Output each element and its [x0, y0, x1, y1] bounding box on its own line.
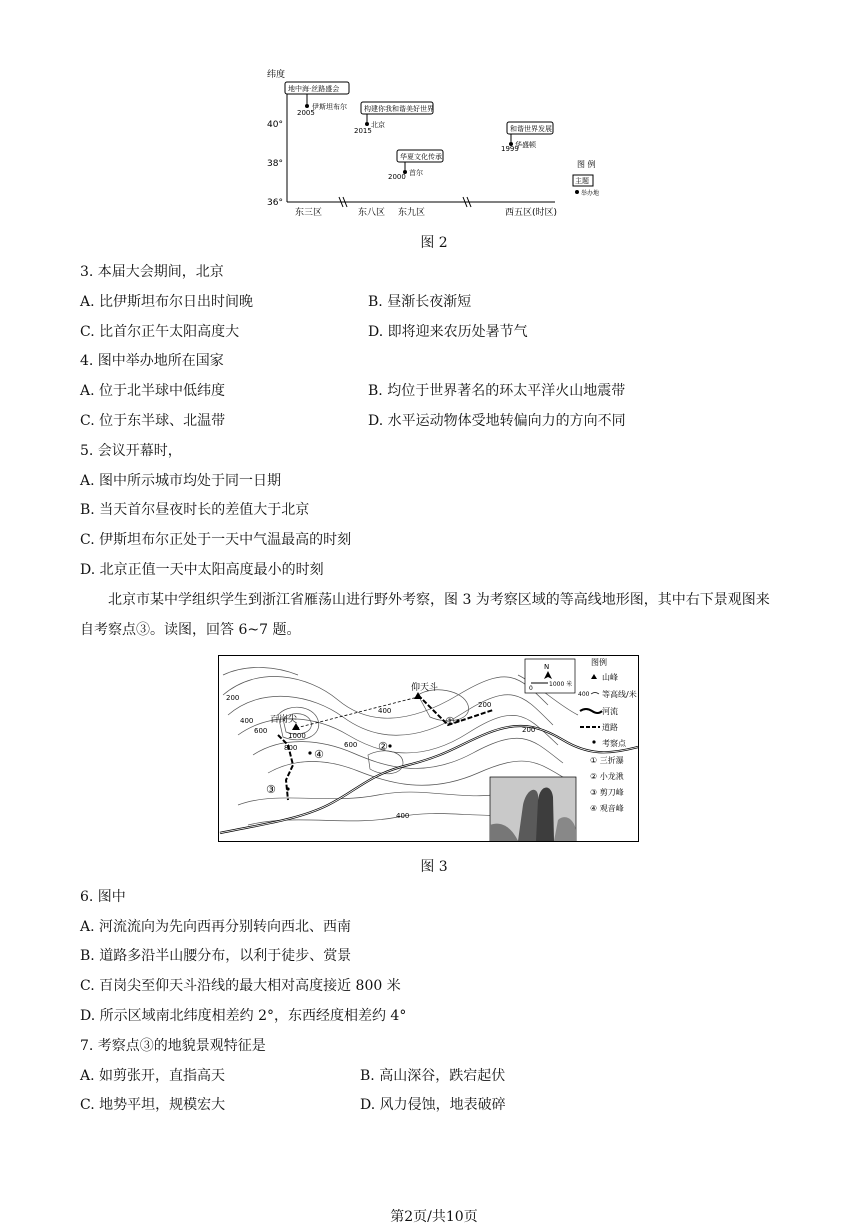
label-beijing: 北京	[371, 121, 385, 129]
legend-box: 主题	[575, 177, 589, 185]
figure-2-latitude-timezone-chart	[255, 62, 600, 222]
q6-option-a[interactable]: A. 河流流向为先向西再分别转向西北、西南	[80, 919, 352, 935]
q6-option-d[interactable]: D. 所示区域南北纬度相差约 2°，东西经度相差约 4°	[80, 1008, 407, 1024]
legend-point: 举办地	[581, 190, 600, 197]
x-tick-east3: 东三区	[295, 208, 323, 218]
point-beijing	[365, 122, 369, 126]
q5-stem: 5. 会议开幕时，	[80, 443, 182, 459]
page-footer: 第2页/共10页	[390, 1209, 478, 1225]
callout-beijing: 构建你我和谐美好世界	[364, 105, 434, 113]
x-tick-east8: 东八区	[358, 208, 386, 218]
callout-istanbul: 地中海·丝路盛会	[288, 85, 340, 93]
legend-title: 图例	[591, 658, 607, 667]
contour-label-200b: 200	[478, 701, 492, 709]
contour-label-200: 200	[226, 694, 240, 702]
x-tick-west5: 西五区(时区)	[505, 208, 558, 218]
q3-option-c[interactable]: C. 比首尔正午太阳高度大	[80, 324, 240, 340]
section-intro: 北京市某中学组织学生到浙江省雁荡山进行野外考察，图 3 为考察区域的等高线地形图，其中右下景观图来自考察点③。读图，回答 6~7 题。	[80, 592, 770, 638]
year-istanbul: 2005	[297, 109, 315, 117]
q3-option-d[interactable]: D. 即将迎来农历处暑节气	[368, 324, 528, 340]
q6-stem: 6. 图中	[80, 889, 126, 905]
year-seoul: 2000	[388, 173, 406, 181]
y-tick-40: 40°	[267, 120, 283, 130]
legend-river: 河流	[602, 707, 618, 716]
label-washington: 华盛顿	[515, 141, 536, 149]
legend-peak: 山峰	[602, 673, 618, 682]
point-4: ④	[314, 748, 324, 761]
label-seoul: 首尔	[409, 169, 423, 177]
figure-3-caption: 图 3	[420, 859, 448, 875]
q7-option-c[interactable]: C. 地势平坦，规模宏大	[80, 1097, 226, 1113]
figure-3-contour-map	[218, 655, 648, 843]
legend-contour-prefix: 400	[578, 691, 590, 698]
q7-option-d[interactable]: D. 风力侵蚀，地表破碎	[360, 1097, 506, 1113]
point-3: ③	[266, 783, 276, 796]
y-axis-label: 纬度	[267, 70, 286, 80]
legend-point: 考察点	[602, 739, 626, 748]
peak-yangtiandou: 仰天斗	[411, 683, 439, 693]
legend-contour: 等高线/米	[602, 690, 637, 699]
y-tick-38: 38°	[267, 159, 283, 169]
q4-option-c[interactable]: C. 位于东半球、北温带	[80, 413, 226, 429]
point-1: ①	[445, 715, 455, 728]
north-arrow: N	[544, 663, 550, 671]
x-tick-east9: 东九区	[398, 208, 426, 218]
q3-option-a[interactable]: A. 比伊斯坦布尔日出时间晚	[80, 294, 254, 310]
q6-option-b[interactable]: B. 道路多沿半山腰分布，以利于徒步、赏景	[80, 948, 352, 964]
contour-label-600b: 600	[344, 741, 358, 749]
legend-road: 道路	[602, 723, 618, 732]
contour-label-600: 600	[254, 727, 268, 735]
point-istanbul	[305, 104, 309, 108]
contour-label-400: 400	[240, 717, 254, 725]
q5-option-d[interactable]: D. 北京正值一天中太阳高度最小的时刻	[80, 562, 324, 578]
label-istanbul: 伊斯坦布尔	[312, 103, 347, 111]
callout-washington: 和谐世界发展	[510, 125, 552, 133]
legend-title: 图 例	[577, 160, 596, 169]
legend-point-4: ④ 观音峰	[590, 804, 624, 813]
q3-option-b[interactable]: B. 昼渐长夜渐短	[368, 294, 472, 310]
scenery-photo	[490, 777, 576, 841]
q4-stem: 4. 图中举办地所在国家	[80, 353, 224, 369]
y-tick-36: 36°	[267, 198, 283, 208]
contour-label-1000: 1000	[288, 732, 306, 740]
legend-point-3: ③ 剪刀峰	[590, 788, 624, 797]
figure-2-caption: 图 2	[420, 235, 448, 251]
contour-label-200c: 200	[522, 726, 536, 734]
contour-label-800: 800	[284, 744, 298, 752]
q5-option-a[interactable]: A. 图中所示城市均处于同一日期	[80, 473, 282, 489]
q7-stem: 7. 考察点③的地貌景观特征是	[80, 1038, 266, 1054]
legend-point-1: ① 三折瀑	[590, 756, 624, 765]
q5-option-c[interactable]: C. 伊斯坦布尔正处于一天中气温最高的时刻	[80, 532, 352, 548]
q5-option-b[interactable]: B. 当天首尔昼夜时长的差值大于北京	[80, 502, 310, 518]
year-beijing: 2015	[354, 127, 372, 135]
q3-stem: 3. 本届大会期间，北京	[80, 264, 224, 280]
contour-label-400c: 400	[396, 812, 410, 820]
contour-label-400b: 400	[378, 707, 392, 715]
peak-baigangjian: 百岗尖	[270, 715, 298, 725]
q7-option-a[interactable]: A. 如剪张开，直指高天	[80, 1068, 226, 1084]
q7-option-b[interactable]: B. 高山深谷，跌宕起伏	[360, 1068, 506, 1084]
callout-seoul: 华夏文化传承	[400, 153, 442, 161]
q4-option-a[interactable]: A. 位于北半球中低纬度	[80, 383, 226, 399]
q6-option-c[interactable]: C. 百岗尖至仰天斗沿线的最大相对高度接近 800 米	[80, 978, 401, 994]
scale-1000m: 1000 米	[549, 681, 573, 688]
point-2: ②	[378, 740, 388, 753]
year-washington: 1999	[501, 145, 519, 153]
q4-option-b[interactable]: B. 均位于世界著名的环太平洋火山地震带	[368, 383, 626, 399]
q4-option-d[interactable]: D. 水平运动物体受地转偏向力的方向不同	[368, 413, 626, 429]
scale-zero: 0	[529, 685, 533, 692]
legend-point-2: ② 小龙湫	[590, 772, 624, 781]
